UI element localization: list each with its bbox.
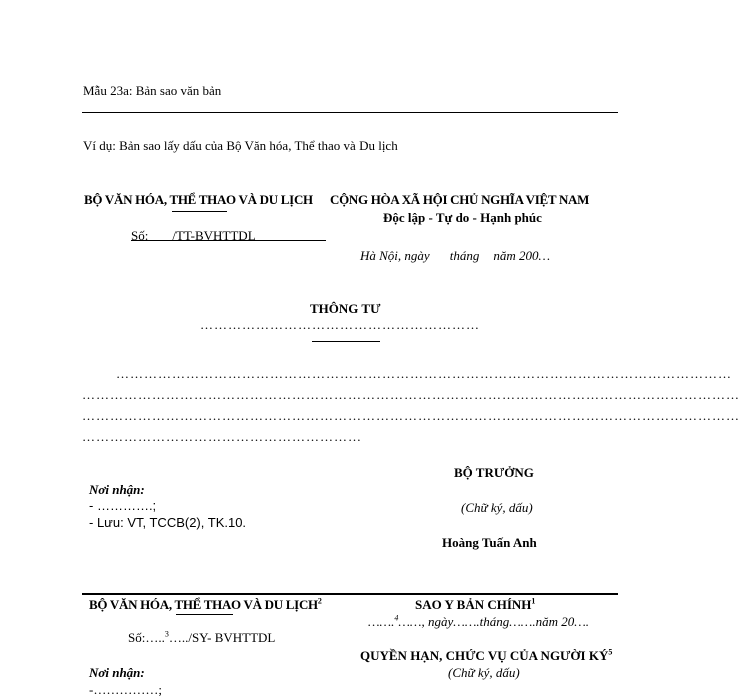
copy-date-suffix: ……, ngày…….tháng…….năm 20….: [398, 614, 590, 629]
copy-date-footnote: 4: [394, 613, 399, 623]
document-number-prefix: Số:: [131, 228, 149, 243]
number-underline: [131, 240, 326, 241]
place-date-place: Hà Nội, ngày: [360, 248, 430, 263]
title-underline: [312, 341, 380, 342]
document-number: [131, 228, 256, 244]
copy-title-footnote: 1: [531, 596, 536, 606]
header-divider: [82, 112, 618, 113]
copy-recipients-heading: Nơi nhận:: [89, 665, 145, 680]
body-line-4: ……………………………………………………: [82, 429, 362, 444]
issuing-agency: BỘ VĂN HÓA, THỂ THAO VÀ DU LỊCH: [84, 192, 313, 207]
copy-number-suffix: …../SY- BVHTTDL: [168, 630, 276, 645]
copy-sign-note: (Chữ ký, dấu): [448, 665, 520, 680]
document-number-suffix: /TT-BVHTTDL: [172, 228, 256, 243]
copy-authority-text: QUYỀN HẠN, CHỨC VỤ CỦA NGƯỜI KÝ: [360, 648, 609, 663]
body-line-3: ……………………………………………………………………………………………………………………………: [82, 408, 740, 423]
place-date-month: tháng: [449, 248, 480, 263]
copy-agency: [89, 597, 322, 613]
body-line-2: ……………………………………………………………………………………………………………………………: [82, 387, 740, 402]
copy-number-footnote: 3: [164, 629, 169, 639]
country-name: CỘNG HÒA XÃ HỘI CHỦ NGHĨA VIỆT NAM: [330, 192, 590, 207]
copy-recipient-item-1: -……………;: [89, 682, 162, 697]
signer-sign-note: (Chữ ký, dấu): [461, 500, 533, 515]
signer-name: Hoàng Tuấn Anh: [442, 535, 537, 550]
body-line-1: ……………………………………………………………………………………………………………………: [116, 366, 732, 381]
document-subject-dots: ……………………………………………………: [200, 317, 480, 332]
copy-agency-footnote: 2: [317, 596, 322, 606]
signer-title: BỘ TRƯỞNG: [454, 465, 534, 480]
copy-date: [368, 614, 589, 630]
form-label: Mẫu 23a: Bản sao văn bản: [83, 83, 222, 98]
copy-agency-underline: [176, 614, 233, 615]
copy-agency-text: BỘ VĂN HÓA, THỂ THAO VÀ DU LỊCH: [89, 597, 318, 612]
recipient-item-1: - ………….;: [89, 498, 157, 513]
recipients-heading: Nơi nhận:: [89, 482, 145, 497]
agency-underline: [172, 211, 227, 212]
national-motto: Độc lập - Tự do - Hạnh phúc: [383, 210, 542, 225]
document-type: THÔNG TƯ: [310, 301, 381, 316]
place-date-year: năm 200…: [493, 248, 551, 263]
copy-title-text: SAO Y BẢN CHÍNH: [415, 597, 532, 612]
recipient-item-2: - Lưu: VT, TCCB(2), TK.10.: [89, 515, 247, 530]
example-line: Ví dụ: Bản sao lấy dấu của Bộ Văn hóa, Thể thao và Du lịch: [83, 138, 398, 153]
copy-date-prefix: …….: [368, 614, 395, 629]
place-date: [360, 248, 550, 264]
copy-number-prefix: Số:…..: [128, 630, 165, 645]
copy-number: [128, 630, 275, 646]
copy-authority: [360, 648, 612, 664]
copy-authority-footnote: 5: [608, 647, 613, 657]
copy-title: [415, 597, 535, 613]
copy-divider: [82, 593, 618, 595]
